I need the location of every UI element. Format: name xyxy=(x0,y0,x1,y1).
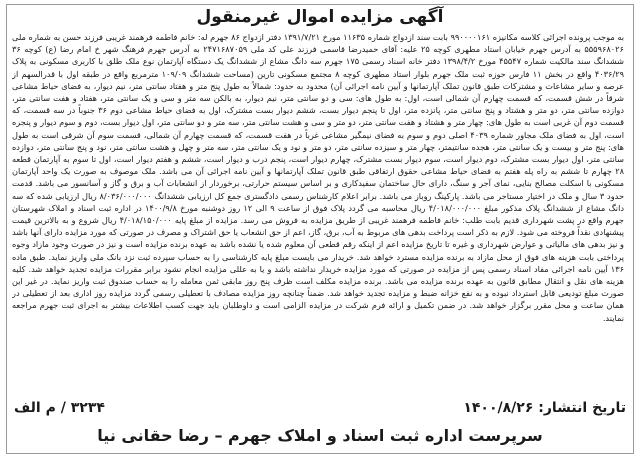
notice-meta-row xyxy=(14,397,626,419)
reference-code: ۳۲۳۴ / م الف xyxy=(14,400,105,416)
notice-body: به موجب پرونده اجرائی کلاسه مکانیزه ۹۹۰۰۰۰۱۶۱ بابت سند ازدواج شماره ۱۱۶۳۵ مورخ ۱۳۹۱/۷/۲۱ دفتر ازدواج ۸۶ جهرم له: خانم فاطمه فرهمند غریبی فرزند حسن به شماره ملی ۵۵۵۹۶۸۰۲۶ به آدرس جهرم خیابان استاد مطهری کوچه ۲۵ علیه: آقای حمیدرضا قاسمی فرزند علی کد ملی ۲۴۷۱۶۸۷۰۵۹ به آدرس جهرم فرهنگ شهر خ امام رضا (ع) کوچه ۳۶ ششدانگ سند مالکیت شماره ۴۵۵۴۷ مورخ ۱۳۹۸/۴/۲ دفتر خانه اسناد رسمی ۱۷۵ جهرم سه دانگ مشاع از ششدانگ یک دستگاه آپارتمان نوع ملک طلق با کاربری مسکونی به پلاک ۴۰۳۶/۲۹ واقع در بخش ۱۱ فارس حوزه ثبت ملک جهرم بلوار استاد مطهری کوچه ۸ مجتمع مسکونی تارین (مساحت ششدانگ ۱۰۹/۰۹ مترمربع واقع در طبقه اول با قدرالسهم از عرصه و سایر مشاعات و مشترکات طبق قانون تملک آپارتمانها و آیین نامه اجرائی آن) محدود به حدود: شمالاً به طول پنج متر و هفتاد سانتی متر، نیم دیوار، به فضای حیاط مشاعی شرقاً در شش قسمت، که قسمت چهارم آن شمالی است، اول: به طول های: سی و دو سانتی متر، نیم دیوار، به بالکن سه متر و سی و یک سانتی متر، هفتاد و هفت سانتی متر، دوازده سانتی متر، دو متر و هشتاد و پنج سانتی متر، پانزده متر، اول تا پنجم دیوار بست، ششم دیوار بست مشترک، اول به فضای حیاط مشاعی دوم ۳۶ جنوباً در سه قسمت، که قسمت دوم آن غربی است به طول های: چهار متر و هشتاد و هفت سانتی متر، دو متر و سی و هشت سانتی متر، سه متر و دو سانتی متر، اول دیوار بست، دوم و سوم دیوار و پنجره است، اول به فضای ملک مجاور شماره ۴۰۳۹ اصلی دوم و سوم به فضای نیمگیر مشاعی غرباً در هفت قسمت، که قسمت چهارم آن شمالی، قسمت سوم آن شرقی است به طول های: پنج متر و بیست و یک سانتی متر، هجده سانتیمتر، چهار متر و سیزده سانتی متر، دو متر و نود و یک سانتی متر، سه متر و چهل و هشت سانتی متر، نود و پنج سانتی متر، دوازده سانتی متر، اول دیوار بست مشترک، دوم دیوار است، سوم دیوار بست مشترک، چهارم دیوار است، پنجم درب و دیوار است، ششم و هفتم دیوار است، اول تا سوم به آپارتمان قطعه ۲۸ چهارم تا ششم به راه پله هفتم به فضای حیاط مشاعی حقوق ارتفاقی طبق قانون تملک آپارتمانها و آیین نامه اجرائی آن می باشد. ملک موصوف به صورت یک واحد آپارتمان مسکونی با اسکلت مصالح بنایی، نمای آجر و سنگ، دارای حال ساختمان سفیدکاری و بر اساس سیستم حرارتی، برخوردار از انشعابات آب و برق و گاز و آسانسور می باشد. قدمت حدود ۳ سال و ملک در اختیار مستاجر می باشد. پارکینگ روباز می باشد. برابر اعلام کارشناس رسمی دادگستری جمع کل ارزیابی ششدانگ ۸/۰۳۶/۰۰۰/۰۰۰ ریال ارزیابی شده که سه دانگ مشاع از ششدانگ پلاک مذکور مبلغ ۴/۰۱۸/۰۰۰/۰۰۰ ریال محاسبه می گردد پلاک فوق از ساعت ۹ الی ۱۲ روز دوشنبه مورخ ۱۴۰۰/۹/۸ در اداره ثبت اسناد و املاک شهرستان جهرم واقع در پشت شهرداری قدیم بابت طلب: خانم فاطمه فرهمند غریبی از طریق مزایده به فروش می رسد. مزایده از مبلغ پایه ۴/۰۱۸/۱۵۰/۰۰۰ ریال شروع و به بالاترین قیمت پیشنهادی نقداً فروخته می شود. لازم به ذکر است پرداخت بدهی های مربوط به آب، برق، گاز، اعم از حق انشعاب یا حق اشتراک و مصرف در صورتی که مورد مزایده دارای آنها باشد و نیز بدهی های مالیاتی و عوارض شهرداری و غیره تا تاریخ مزایده اعم از اینکه رقم قطعی آن معلوم شده یا نشده باشد به عهده برنده مزایده است و نیز در صورت وجود مازاد وجوه پرداختی بابت هزینه های فوق از محل مازاد به برنده مزایده مسترد خواهد شد. خریدار می بایست مبلغ پایه کارشناسی را به حساب سپرده ثبت نزد بانک ملی واریز نماید. طبق ماده ۱۳۶ آیین نامه اجرائی مفاد اسناد رسمی پس از مزایده در صورتی که مورد مزایده خریدار نداشته باشد و یا به عللی مزایده انجام نشود برابر مقررات مزایده تجدید خواهد شد. کلیه هزینه های نقل و انتقال مطابق قانون به عهده برنده مزایده می باشد. برنده مزایده مکلف است ظرف پنج روز مابقی ثمن معامله را به حساب صندوق ثبت واریز نماید. در غیر این صورت مبلغ تودیعی قابل استرداد نبوده و به نفع خزانه ضبط و مزایده تجدید خواهد شد. ضمناً چنانچه روز مزایده مصادف با تعطیلی رسمی گردد مزایده روز اداری بعد از تعطیلی در همان ساعت و محل مقرر برگزار خواهد شد. در ضمن تکمیل و ارائه فرم شرکت در مزایده الزامی است و داوطلبان باید جهت کسب اطلاعات بیشتر به اجرای ثبت جهرم مراجعه نمایند. xyxy=(12,32,624,323)
notice-signature: سرپرست اداره ثبت اسناد و املاک جهرم – رضا حقانی نیا xyxy=(97,426,543,445)
publish-date: تاریخ انتشار: ۱۴۰۰/۸/۲۶ xyxy=(463,400,626,416)
notice-title: آگهی مزایده اموال غیرمنقول xyxy=(196,7,444,27)
